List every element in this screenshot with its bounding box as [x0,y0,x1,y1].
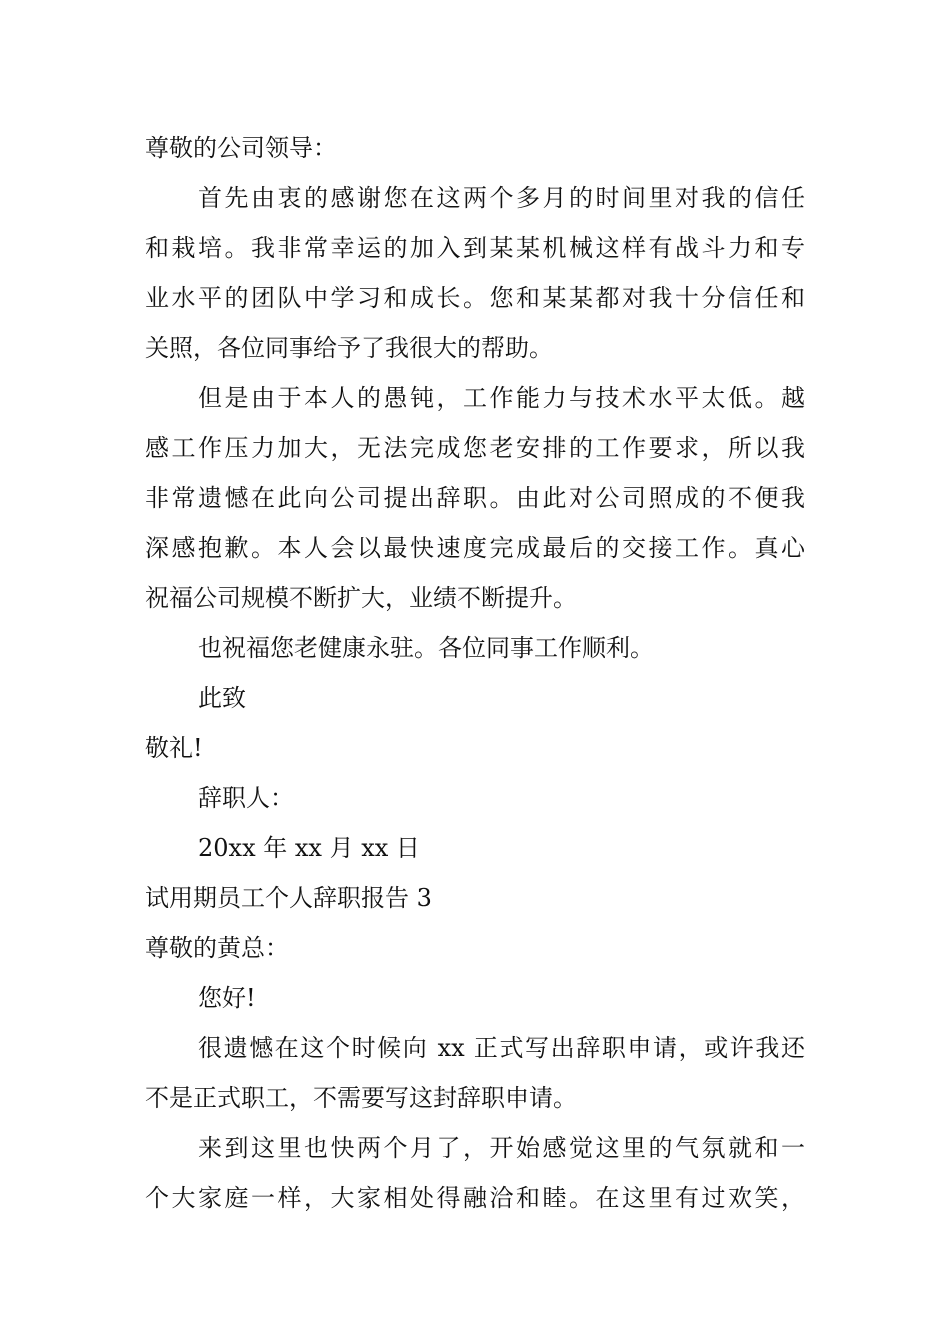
paragraph-line: 非常遗憾在此向公司提出辞职。由此对公司照成的不便我 [145,484,805,512]
paragraph-line: 感工作压力加大，无法完成您老安排的工作要求，所以我 [145,434,805,462]
paragraph-line: 也祝福您老健康永驻。各位同事工作顺利。 [198,634,654,662]
paragraph-line: 个大家庭一样，大家相处得融洽和睦。在这里有过欢笑， [145,1184,805,1212]
paragraph-line: 来到这里也快两个月了，开始感觉这里的气氛就和一 [198,1134,805,1162]
paragraph-line: 很遗憾在这个时候向 xx 正式写出辞职申请，或许我还 [198,1034,805,1062]
paragraph-line: 不是正式职工，不需要写这封辞职申请。 [145,1084,577,1112]
signature-label: 辞职人： [198,784,294,812]
paragraph-line: 祝福公司规模不断扩大，业绩不断提升。 [145,584,577,612]
closing-line: 此致 [198,684,246,712]
closing-line: 敬礼! [145,734,203,762]
paragraph-line: 首先由衷的感谢您在这两个多月的时间里对我的信任 [198,184,805,212]
paragraph-line: 关照，各位同事给予了我很大的帮助。 [145,334,553,362]
section-title: 试用期员工个人辞职报告 3 [145,884,432,912]
salutation-line: 尊敬的黄总： [145,934,289,962]
greeting-line: 您好! [198,984,256,1012]
paragraph-line: 深感抱歉。本人会以最快速度完成最后的交接工作。真心 [145,534,805,562]
salutation-line: 尊敬的公司领导： [145,134,337,162]
paragraph-line: 但是由于本人的愚钝，工作能力与技术水平太低。越 [198,384,805,412]
paragraph-line: 和栽培。我非常幸运的加入到某某机械这样有战斗力和专 [145,234,805,262]
date-line: 20xx 年 xx 月 xx 日 [198,834,420,862]
paragraph-line: 业水平的团队中学习和成长。您和某某都对我十分信任和 [145,284,805,312]
